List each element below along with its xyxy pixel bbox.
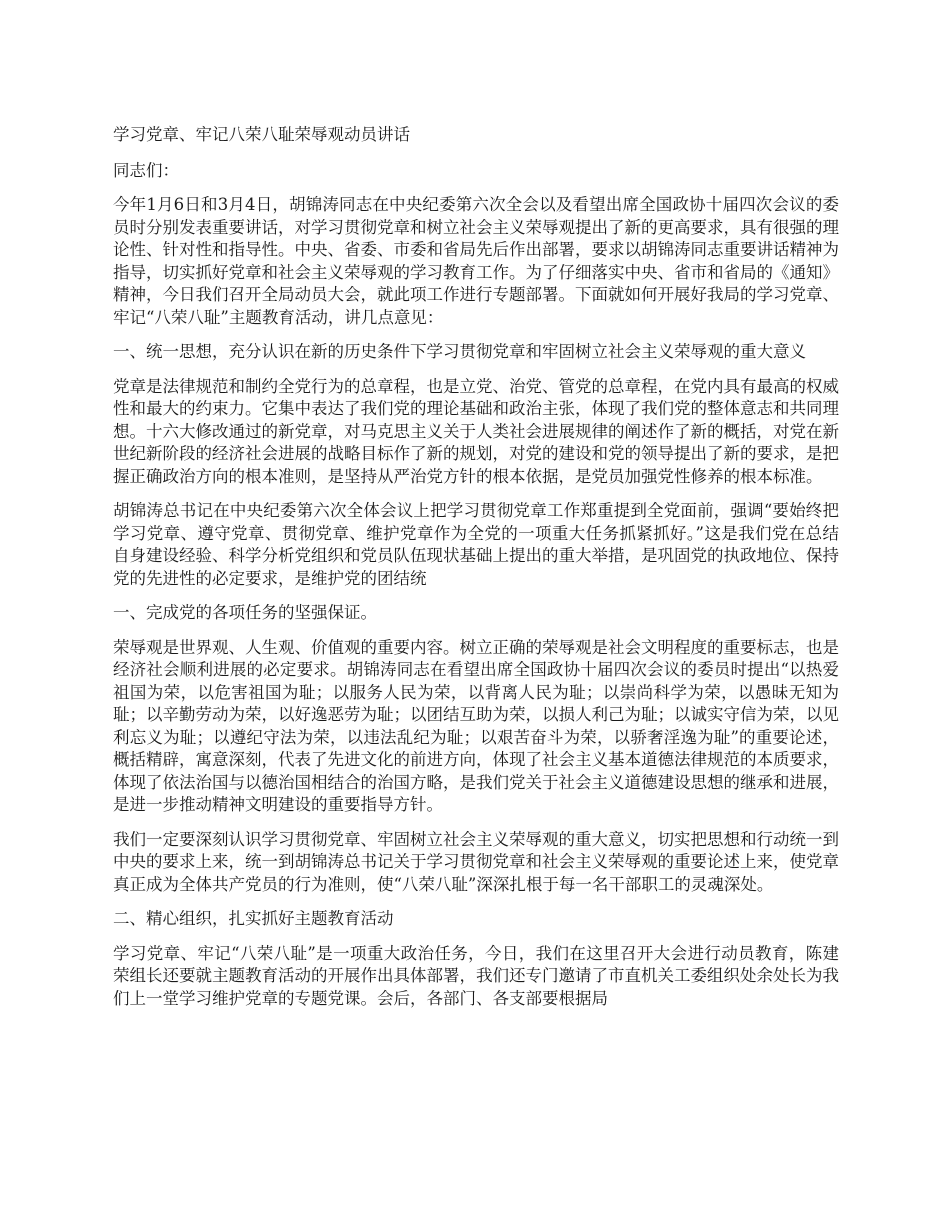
salutation: 同志们： xyxy=(113,160,179,180)
section-heading-1: 一、统一思想，充分认识在新的历史条件下学习贯彻党章和牢固树立社会主义荣辱观的重大意义 xyxy=(113,342,806,361)
paragraph-guarantee: 一、完成党的各项任务的坚强保证。 xyxy=(113,603,377,622)
paragraph-organization: 学习党章、牢记“八荣八耻”是一项重大政治任务，今日，我们在这里召开大会进行动员教育，陈建荣组长还要就主题教育活动的开展作出具体部署，我们还专门邀请了市直机关工委组织处余处长为我们上一堂学习维护党章的专题党课。会后，各部门、各支部要根据局 xyxy=(113,943,839,1008)
paragraph-understanding: 我们一定要深刻认识学习贯彻党章、牢固树立社会主义荣辱观的重大意义，切实把思想和行动统一到中央的要求上来，统一到胡锦涛总书记关于学习贯彻党章和社会主义荣辱观的重要论述上来，使党章真正成为全体共产党员的行为准则，使“八荣八耻”深深扎根于每一名干部职工的灵魂深处。 xyxy=(113,829,839,894)
paragraph-hu-jintao-speech: 胡锦涛总书记在中央纪委第六次全体会议上把学习贯彻党章工作郑重提到全党面前，强调“要始终把学习党章、遵守党章、贯彻党章、维护党章作为全党的一项重大任务抓紧抓好。”这是我们党在总结自身建设经验、科学分析党组织和党员队伍现状基础上提出的重大举措，是巩固党的执政地位、保持党的先进性的必定要求，是维护党的团结统 xyxy=(113,501,839,588)
paragraph-intro: 今年1月6日和3月4日，胡锦涛同志在中央纪委第六次全会以及看望出席全国政协十届四次会议的委员时分别发表重要讲话，对学习贯彻党章和树立社会主义荣辱观提出了新的更高要求，具有很强的理论性、针对性和指导性。中央、省委、市委和省局先后作出部署，要求以胡锦涛同志重要讲话精神为指导，切实抓好党章和社会主义荣辱观的学习教育工作。为了仔细落实中央、省市和省局的《通知》精神，今日我们召开全局动员大会，就此项工作进行专题部署。下面就如何开展好我局的学习党章、牢记“八荣八耻”主题教育活动，讲几点意见： xyxy=(113,195,839,327)
document-body xyxy=(113,124,839,1022)
paragraph-honor-disgrace: 荣辱观是世界观、人生观、价值观的重要内容。树立正确的荣辱观是社会文明程度的重要标志，也是经济社会顺利进展的必定要求。胡锦涛同志在看望出席全国政协十届四次会议的委员时提出“以热爱祖国为荣，以危害祖国为耻；以服务人民为荣，以背离人民为耻；以崇尚科学为荣，以愚昧无知为耻；以辛勤劳动为荣，以好逸恶劳为耻；以团结互助为荣，以损人利己为耻；以诚实守信为荣，以见利忘义为耻；以遵纪守法为荣，以违法乱纪为耻；以艰苦奋斗为荣，以骄奢淫逸为耻”的重要论述，概括精辟，寓意深刻，代表了先进文化的前进方向，体现了社会主义基本道德法律规范的本质要求，体现了依法治国与以德治国相结合的治国方略，是我们党关于社会主义道德建设思想的继承和进展，是进一步推动精神文明建设的重要指导方针。 xyxy=(113,637,839,814)
document-title: 学习党章、牢记八荣八耻荣辱观动员讲话 xyxy=(113,125,410,144)
paragraph-party-constitution: 党章是法律规范和制约全党行为的总章程，也是立党、治党、管党的总章程，在党内具有最高的权威性和最大的约束力。它集中表达了我们党的理论基础和政治主张，体现了我们党的整体意志和共同理想。十六大修改通过的新党章，对马克思主义关于人类社会进展规律的阐述作了新的概括，对党在新世纪新阶段的经济社会进展的战略目标作了新的规划，对党的建设和党的领导提出了新的要求，是把握正确政治方向的根本准则，是坚持从严治党方针的根本依据，是党员加强党性修养的根本标准。 xyxy=(113,376,839,486)
section-heading-2: 二、精心组织，扎实抓好主题教育活动 xyxy=(113,909,394,928)
